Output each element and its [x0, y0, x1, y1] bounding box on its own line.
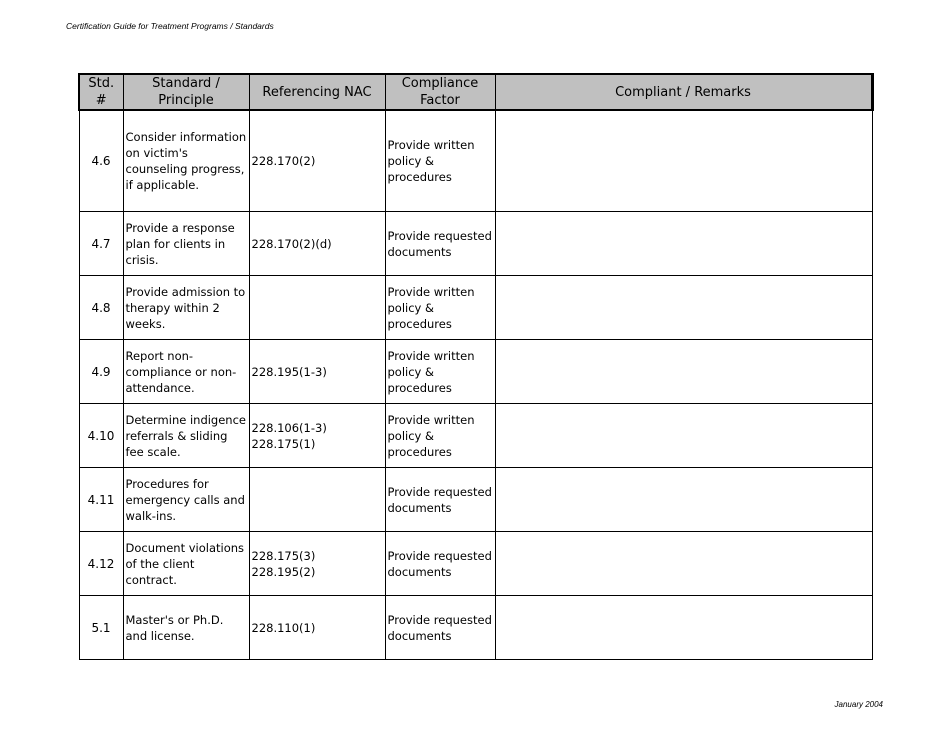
std-number-cell: 4.6	[79, 110, 123, 212]
column-header-compliance-factor: Compliance Factor	[385, 74, 495, 110]
compliance-factor-cell: Provide requested documents	[385, 532, 495, 596]
compliance-factor-cell: Provide requested documents	[385, 468, 495, 532]
table-row	[79, 468, 872, 532]
principle-cell: Provide admission to therapy within 2 weeks.	[123, 276, 249, 340]
table-row	[79, 532, 872, 596]
table-row	[79, 110, 872, 212]
table-header-row	[79, 74, 872, 110]
principle-cell: Procedures for emergency calls and walk-ins.	[123, 468, 249, 532]
std-number-cell: 4.12	[79, 532, 123, 596]
column-header-standard-principle: Standard / Principle	[123, 74, 249, 110]
std-number-cell: 4.11	[79, 468, 123, 532]
principle-cell: Report non-compliance or non-attendance.	[123, 340, 249, 404]
std-number-cell: 4.7	[79, 212, 123, 276]
compliance-factor-cell: Provide requested documents	[385, 212, 495, 276]
compliance-factor-cell: Provide written policy & procedures	[385, 340, 495, 404]
table-row	[79, 404, 872, 468]
std-number-cell: 5.1	[79, 596, 123, 660]
principle-cell: Determine indigence referrals & sliding fee scale.	[123, 404, 249, 468]
compliance-factor-cell: Provide requested documents	[385, 596, 495, 660]
nac-cell: 228.170(2)(d)	[249, 212, 385, 276]
compliance-factor-cell: Provide written policy & procedures	[385, 404, 495, 468]
remarks-cell[interactable]	[495, 596, 872, 660]
remarks-cell[interactable]	[495, 110, 872, 212]
remarks-cell[interactable]	[495, 276, 872, 340]
std-number-cell: 4.8	[79, 276, 123, 340]
nac-cell: 228.110(1)	[249, 596, 385, 660]
nac-cell: 228.195(1-3)	[249, 340, 385, 404]
table-row	[79, 212, 872, 276]
principle-cell: Document violations of the client contract.	[123, 532, 249, 596]
std-number-cell: 4.9	[79, 340, 123, 404]
remarks-cell[interactable]	[495, 212, 872, 276]
table-row	[79, 596, 872, 660]
table-row	[79, 340, 872, 404]
std-number-cell: 4.10	[79, 404, 123, 468]
column-header-compliant-remarks: Compliant / Remarks	[495, 74, 872, 110]
table-row	[79, 276, 872, 340]
principle-cell: Master's or Ph.D. and license.	[123, 596, 249, 660]
nac-cell	[249, 276, 385, 340]
nac-cell: 228.106(1-3) 228.175(1)	[249, 404, 385, 468]
standards-table	[78, 73, 874, 660]
document-header: Certification Guide for Treatment Programs / Standards	[66, 21, 274, 31]
column-header-std-number: Std. #	[79, 74, 123, 110]
document-footer-date: January 2004	[834, 700, 883, 709]
principle-cell: Consider information on victim's counseling progress, if applicable.	[123, 110, 249, 212]
principle-cell: Provide a response plan for clients in crisis.	[123, 212, 249, 276]
remarks-cell[interactable]	[495, 532, 872, 596]
compliance-factor-cell: Provide written policy & procedures	[385, 110, 495, 212]
compliance-factor-cell: Provide written policy & procedures	[385, 276, 495, 340]
remarks-cell[interactable]	[495, 404, 872, 468]
remarks-cell[interactable]	[495, 340, 872, 404]
remarks-cell[interactable]	[495, 468, 872, 532]
column-header-referencing-nac: Referencing NAC	[249, 74, 385, 110]
nac-cell	[249, 468, 385, 532]
nac-cell: 228.170(2)	[249, 110, 385, 212]
standards-table-container	[78, 73, 874, 660]
nac-cell: 228.175(3) 228.195(2)	[249, 532, 385, 596]
